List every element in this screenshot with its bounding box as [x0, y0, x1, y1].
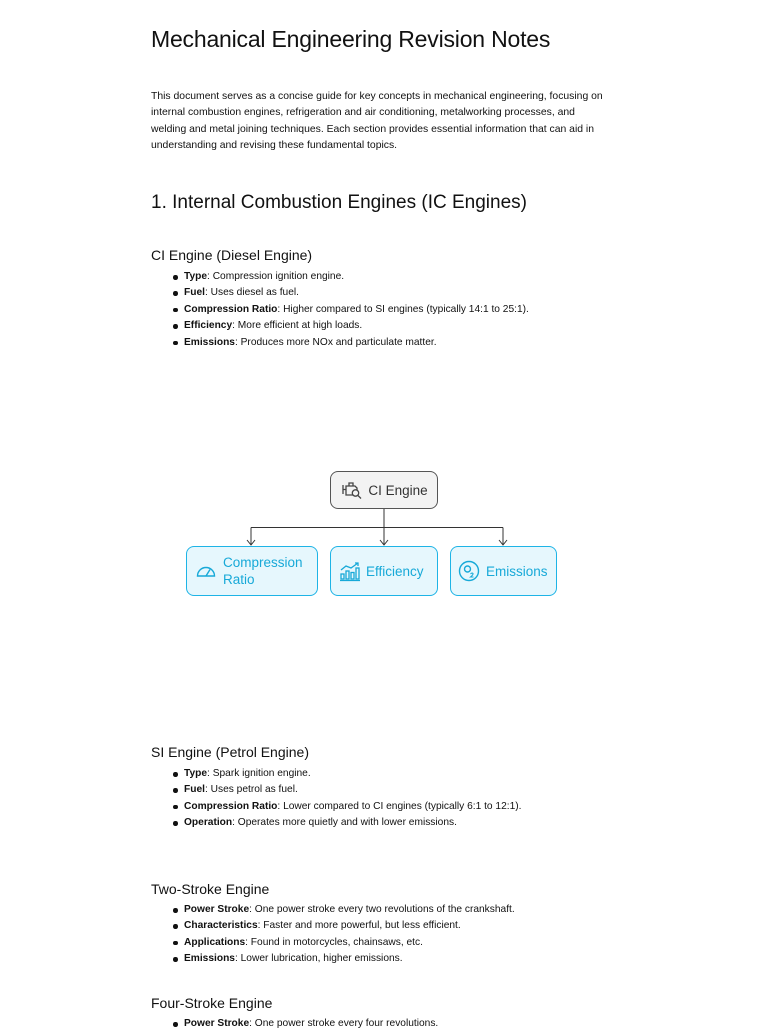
- item-text: : Higher compared to SI engines (typically 14:1 to 25:1).: [277, 303, 529, 315]
- item-text: : One power stroke every two revolutions of the crankshaft.: [249, 904, 515, 915]
- list-item: [169, 951, 515, 967]
- two-stroke-list: [169, 902, 515, 968]
- item-term: Type: [184, 271, 208, 282]
- list-item: [169, 799, 521, 815]
- item-text: : Lower lubrication, higher emissions.: [234, 953, 403, 965]
- bar-chart-trend-icon: [339, 560, 361, 582]
- diagram-node-efficiency: [330, 546, 438, 596]
- list-item: [169, 1016, 438, 1032]
- item-term: Compression Ratio: [184, 303, 278, 315]
- page-title: Mechanical Engineering Revision Notes: [151, 26, 551, 52]
- list-item: [169, 815, 521, 831]
- item-term: Type: [184, 768, 208, 779]
- subsection-title-si-engine: SI Engine (Petrol Engine): [151, 744, 309, 760]
- node-label: Emissions: [486, 563, 548, 579]
- four-stroke-list: [169, 1016, 438, 1032]
- subsection-title-two-stroke: Two-Stroke Engine: [151, 881, 270, 897]
- item-text: : Operates more quietly and with lower emissions.: [232, 817, 457, 829]
- diagram-node-emissions: [450, 546, 557, 596]
- si-engine-list: [169, 766, 521, 832]
- item-term: Emissions: [184, 336, 235, 348]
- subsection-title-four-stroke: Four-Stroke Engine: [151, 995, 273, 1011]
- arrowhead: [380, 540, 388, 545]
- item-term: Fuel: [184, 287, 205, 299]
- list-item: [169, 302, 529, 318]
- item-term: Fuel: [184, 784, 205, 796]
- list-item: [169, 335, 529, 351]
- item-text: : More efficient at high loads.: [232, 320, 363, 332]
- section-title-ic-engines: 1. Internal Combustion Engines (IC Engines): [151, 192, 527, 213]
- item-text: : Produces more NOx and particulate matter.: [234, 336, 437, 348]
- list-item: [169, 318, 529, 334]
- item-text: : Compression ignition engine.: [207, 271, 345, 282]
- list-item: [169, 902, 515, 918]
- diagram-node-ci-engine: [330, 471, 438, 509]
- node-label: Efficiency: [366, 563, 424, 579]
- node-label: CI Engine: [368, 482, 428, 498]
- item-text: : Spark ignition engine.: [207, 768, 311, 779]
- intro-paragraph: This document serves as a concise guide for key concepts in mechanical engineering, focusing on internal combustion engines, refrigeration and air conditioning, metalworking processes, and welding and metal joining techniques. Each section provides essential information that can aid in understanding and revising these fundamental topics.: [151, 91, 603, 151]
- engine-search-icon: [340, 480, 364, 500]
- item-term: Efficiency: [184, 320, 233, 332]
- list-item: [169, 782, 521, 798]
- node-label: Compression Ratio: [223, 555, 303, 587]
- diagram-node-compression-ratio: [186, 546, 318, 596]
- arrowhead: [247, 540, 255, 545]
- list-item: [169, 918, 515, 934]
- item-term: Emissions: [184, 953, 235, 965]
- item-text: : Lower compared to CI engines (typically 6:1 to 12:1).: [277, 800, 522, 812]
- list-item: [169, 935, 515, 951]
- subsection-title-ci-engine: CI Engine (Diesel Engine): [151, 247, 313, 263]
- item-text: : Found in motorcycles, chainsaws, etc.: [245, 936, 423, 948]
- item-term: Power Stroke: [184, 904, 250, 915]
- o2-emissions-icon: [458, 560, 480, 582]
- ci-engine-list: [169, 269, 529, 351]
- item-term: Operation: [184, 817, 233, 829]
- item-term: Power Stroke: [184, 1018, 250, 1029]
- list-item: [169, 285, 529, 301]
- item-term: Compression Ratio: [184, 800, 278, 812]
- list-item: [169, 269, 529, 285]
- item-term: Applications: [184, 936, 246, 948]
- gauge-icon: [195, 560, 217, 582]
- item-text: : Faster and more powerful, but less efficient.: [257, 920, 461, 932]
- item-text: : One power stroke every four revolutions.: [249, 1018, 439, 1029]
- item-term: Characteristics: [184, 920, 258, 932]
- item-text: : Uses petrol as fuel.: [204, 784, 298, 796]
- arrowhead: [499, 540, 507, 545]
- list-item: [169, 766, 521, 782]
- item-text: : Uses diesel as fuel.: [204, 287, 299, 299]
